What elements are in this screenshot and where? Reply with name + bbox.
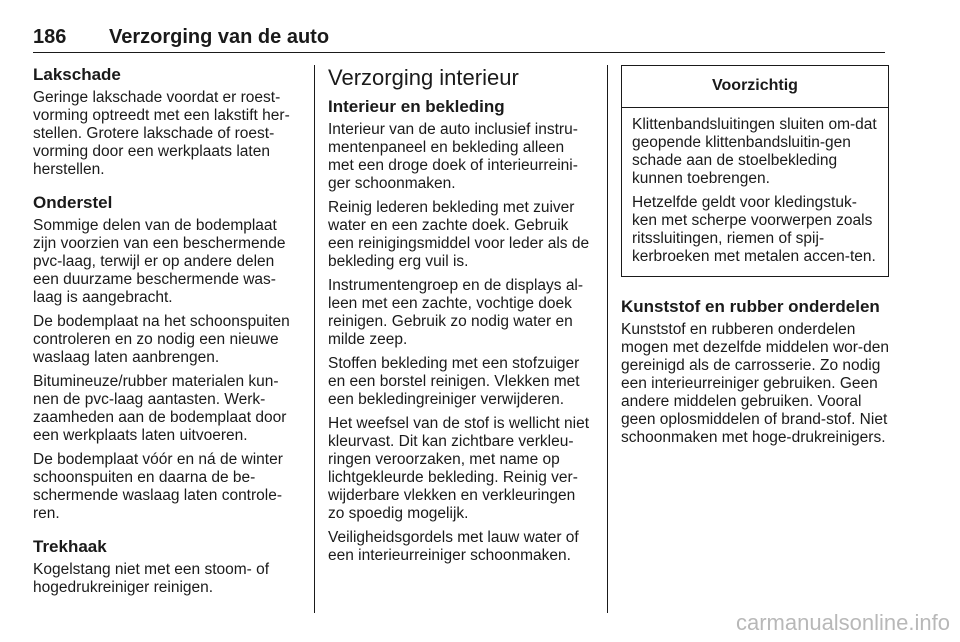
paragraph: Veiligheidsgordels met lauw water of een interieurreiniger schoonmaken. <box>328 529 579 564</box>
paragraph: Reinig lederen bekleding met zuiver water en een zachte doek. Gebruik een reinigingsmiddel voor leder als de bekleding erg vuil is. <box>328 199 590 270</box>
paragraph: Kogelstang niet met een stoom- of hogedrukreiniger reinigen. <box>33 561 270 596</box>
caution-title: Voorzichtig <box>622 66 888 108</box>
section-heading-kunststof: Kunststof en rubber onderdelen <box>621 297 880 316</box>
section-heading-lakschade: Lakschade <box>33 65 121 84</box>
column-divider <box>314 65 315 613</box>
watermark: carmanualsonline.info <box>735 610 950 635</box>
paragraph: Interieur van de auto inclusief instru-mentenpaneel en bekleding alleen met een droge doek of interieurreini-ger schoonmaken. <box>328 121 578 192</box>
caution-box <box>621 65 889 277</box>
caution-body <box>622 108 888 276</box>
paragraph: Stoffen bekleding met een stofzuiger en een borstel reinigen. Vlekken met een bekledingreiniger verwijderen. <box>328 355 580 408</box>
column-2 <box>328 65 594 571</box>
page-number: 186 <box>33 26 67 48</box>
section-heading-onderstel: Onderstel <box>33 193 113 212</box>
chapter-title: Verzorging van de auto <box>109 26 330 48</box>
paragraph: Hetzelfde geldt voor kledingstuk-ken met scherpe voorwerpen zoals ritssluitingen, riemen of spij-kerbroeken met metalen accen-ten. <box>632 194 876 265</box>
paragraph: De bodemplaat na het schoonspuiten controleren en zo nodig een nieuwe waslaag laten aanbrengen. <box>33 313 290 366</box>
section-heading-trekhaak: Trekhaak <box>33 537 107 556</box>
column-3 <box>621 65 889 453</box>
paragraph: Sommige delen van de bodemplaat zijn voorzien van een beschermende pvc-laag, terwijl er op andere delen een duurzame beschermende was-laag is aangebracht. <box>33 217 286 306</box>
paragraph: Bitumineuze/rubber materialen kun-nen de pvc-laag aantasten. Werk-zaamheden aan de bodemplaat door een werkplaats laten uitvoeren. <box>33 373 287 444</box>
paragraph: Klittenbandsluitingen sluiten om-dat geopende klittenbandsluitin-gen schade aan de stoelbekleding kunnen toebrengen. <box>632 116 877 187</box>
main-section-title: Verzorging interieur <box>328 65 519 90</box>
paragraph: De bodemplaat vóór en ná de winter schoonspuiten en daarna de be-schermende waslaag laten controle-ren. <box>33 451 283 522</box>
paragraph: Geringe lakschade voordat er roest-vorming optreedt met een lakstift her-stellen. Grotere lakschade of roest-vorming door een werkplaats laten herstellen. <box>33 89 290 178</box>
paragraph: Kunststof en rubberen onderdelen mogen met dezelfde middelen wor-den gereinigd als de carrosserie. Zo nodig een interieurreiniger gebruiken. Geen andere middelen gebruiken. Vooral geen oplosmiddelen of brand-stof. Niet schoonmaken met hoge-drukreinigers. <box>621 321 889 446</box>
paragraph: Het weefsel van de stof is wellicht niet kleurvast. Dit kan zichtbare verkleu-ringen veroorzaken, met name op lichtgekleurde bekleding. Reinig ver-wijderbare vlekken en verkleuringen zo spoedig mogelijk. <box>328 415 590 522</box>
paragraph: Instrumentengroep en de displays al-leen met een zachte, vochtige doek reinigen. Gebruik zo nodig water en milde zeep. <box>328 277 584 348</box>
column-divider <box>607 65 608 613</box>
column-1 <box>33 65 301 603</box>
page-header <box>33 24 885 53</box>
subsection-heading: Interieur en bekleding <box>328 97 505 116</box>
